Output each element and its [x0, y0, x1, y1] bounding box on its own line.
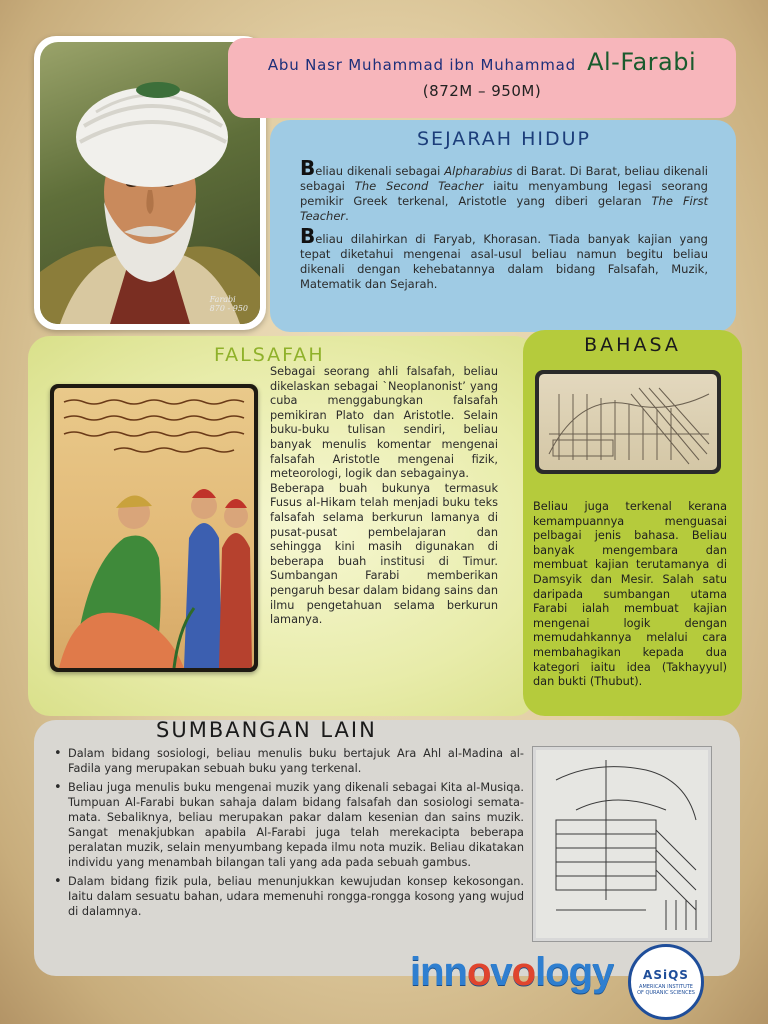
instrument-sketch [539, 374, 717, 470]
list-item: • Dalam bidang fizik pula, beliau menunjukkan kewujudan konsep kekosongan. Iaitu dalam sesuatu bahan, udara memenuhi rongga-rongga kosong yang wujud di dalamnya. [52, 874, 524, 919]
logo-part: o [511, 950, 536, 994]
title-box [228, 38, 736, 118]
logo-part: o [466, 950, 491, 994]
falsafah-body [270, 365, 498, 628]
device-sketch [536, 750, 708, 938]
text-run: eliau dikenali sebagai [315, 164, 445, 178]
logo-part: v [490, 950, 512, 994]
asiqs-logo-subtitle: AMERICAN INSTITUTE OF QURANIC SCIENCES [637, 984, 695, 996]
portrait-caption-name: Farabi [209, 295, 236, 305]
bahasa-body: Beliau juga terkenal kerana kemampuannya menguasai pelbagai jenis bahasa. Beliau banyak mengembara dan membuat kajian terutamanya di Damsyik dan Mesir. Salah satu daripada sumbangan utama Farabi ialah membuat kajian mengenai logik dengan memudahkannya melalui cara membahagikan kepada dua kategori iaitu idea (Takhayyul) dan bukti (Thubut). [533, 500, 727, 689]
text-run: eliau dilahirkan di Faryab, Khorasan. Tiada banyak kajian yang tepat diketahui mengenai asal-usul beliau namun begitu beliau dikenali dengan kehebatannya dalam bidang Falsafah, Muzik, Matematik dan Sejarah. [300, 232, 708, 291]
portrait-caption [210, 296, 248, 314]
title-line [228, 48, 736, 76]
portrait-illustration [40, 42, 260, 324]
title-name-small: Abu Nasr Muhammad ibn Muhammad [267, 56, 576, 74]
italic-term: The First Teacher [300, 194, 708, 223]
device-drawing [536, 750, 708, 938]
list-item: • Beliau juga menulis buku mengenai muzik yang dikenali sebagai Kita al-Musiqa. Tumpuan Al-Farabi bukan sahaja dalam bidang falsafah dan sosiologi semata-mata. Sebaliknya, beliau merupakan pakar dalam kesenian dan sains muzik. Sangat menakjubkan apabila Al-Farabi juga telah merekacipta beberapa peralatan muzik, selain menyumbang kepada ilmu nota muzik. Beliau dikatakan individu yang menambah bilangan tali yang ada pada sebuah gambus. [52, 780, 524, 870]
device-drawing-frame [532, 746, 712, 942]
asiqs-logo [628, 944, 704, 1020]
instrument-drawing-frame [535, 370, 721, 474]
falsafah-heading: FALSAFAH [214, 344, 325, 366]
list-item: • Dalam bidang sosiologi, beliau menulis buku bertajuk Ara Ahl al-Madina al-Fadila yang merupakan sebuah buku yang terkenal. [52, 746, 524, 776]
manuscript-image [54, 388, 254, 668]
sumbangan-list [52, 746, 524, 923]
asiqs-logo-label: ASiQS [643, 968, 689, 982]
dropcap: B [300, 156, 316, 180]
sumbangan-lain-heading: SUMBANGAN LAIN [156, 718, 377, 742]
manuscript-illustration [54, 388, 254, 668]
sejarah-hidup-section [270, 120, 736, 332]
text-run: di Barat. Di Barat, beliau dikenali sebagai [300, 164, 708, 193]
portrait-image [40, 42, 260, 324]
dropcap: B [300, 224, 316, 248]
innovology-logo [410, 950, 613, 995]
instrument-drawing [539, 374, 717, 470]
italic-term: Alpharabius [444, 164, 513, 178]
text-run: iaitu menyambung legasi seorang pemikir Greek terkenal, Aristotle yang diberi gelaran [300, 179, 708, 208]
sejarah-hidup-heading: SEJARAH HIDUP [417, 128, 591, 150]
bahasa-heading: BAHASA [584, 334, 681, 356]
falsafah-paragraph-1: Sebagai seorang ahli falsafah, beliau dikelaskan sebagai `Neoplanonist’ yang cuba menggabungkan falsafah pemikiran Plato dan Aristotle. Selain buku-buku tulisan sendiri, beliau banyak menulis komentar mengenai falsafah Aristotle mengenai fizik, meteorologi, logik dan sebagainya. [270, 365, 498, 481]
manuscript-image-frame [50, 384, 258, 672]
logo-part: inn [410, 950, 467, 994]
sejarah-paragraph-1 [300, 156, 708, 224]
portrait-caption-dates: 870 - 950 [209, 304, 248, 314]
sejarah-paragraph-2 [300, 224, 708, 292]
text-run: . [345, 209, 349, 223]
italic-term: The Second Teacher [354, 179, 484, 193]
logo-part: logy [535, 950, 614, 994]
falsafah-paragraph-2: Beberapa buah bukunya termasuk Fusus al-Hikam telah menjadi buku teks falsafah selama berkurun lamanya di pusat-pusat pembelajaran dan sehingga kini masih digunakan di beberapa buah institusi di Timur. Sumbangan Farabi memberikan pengaruh besar dalam bidang sains dan ilmu pengetahuan selama berkurun lamanya. [270, 481, 499, 627]
title-name-big: Al-Farabi [587, 48, 697, 76]
title-dates: (872M – 950M) [422, 82, 542, 100]
